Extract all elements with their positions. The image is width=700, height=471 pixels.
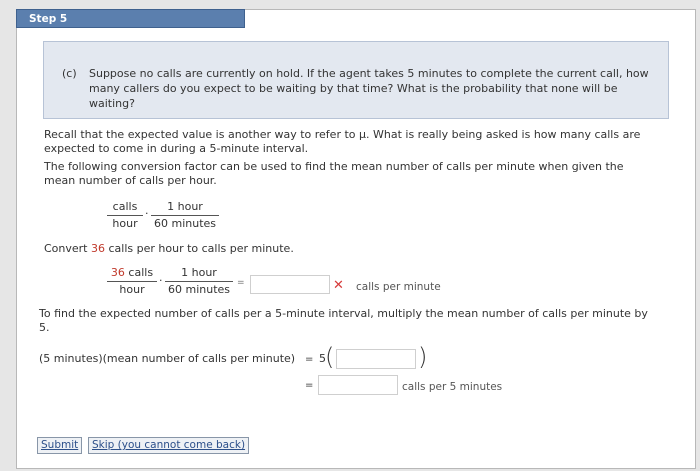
eq1-lhs: (5 minutes)(mean number of calls per minute) — [39, 352, 296, 365]
calc-denominator-1: hour — [119, 283, 145, 296]
eq1-open-paren: ( — [325, 343, 335, 371]
recall-text: Recall that the expected value is another way to refer to μ. What is really being asked is how many calls are expected to come in during a 5-minute interval. — [44, 128, 641, 155]
calc-fraction-2 — [165, 266, 233, 297]
factor-denominator-2: 60 minutes — [153, 217, 217, 230]
fraction-bar — [107, 281, 157, 282]
calc-numerator-1 — [107, 266, 157, 280]
convert-suffix: calls per hour to calls per minute. — [105, 242, 294, 255]
calc-fraction-1 — [107, 266, 157, 297]
submit-button[interactable]: Submit — [37, 437, 82, 454]
equals-sign: = — [237, 278, 245, 288]
step-label: Step 5 — [16, 9, 245, 28]
incorrect-x-icon: ✕ — [333, 278, 344, 293]
calc-numerator-2: 1 hour — [181, 266, 217, 279]
eq2-equals: = — [305, 380, 314, 391]
question-text: Suppose no calls are currently on hold. If the agent takes 5 minutes to complete the current call, how many callers do you expect to be waiting by that time? What is the probability that none will be waiting? — [89, 67, 649, 110]
calc-unit: calls per minute — [356, 281, 441, 293]
eq1-equals: = — [305, 354, 314, 365]
expected-text: To find the expected number of calls per a 5-minute interval, multiply the mean number of calls per minute by 5. — [39, 307, 648, 334]
factor-denominator-1: hour — [112, 217, 138, 230]
factor-numerator-2: 1 hour — [167, 200, 203, 213]
fraction-bar — [151, 215, 219, 216]
convert-value: 36 — [91, 242, 105, 255]
mean-calls-input[interactable] — [336, 349, 416, 369]
question-part-label: (c) — [62, 67, 77, 80]
eq1-close-paren: ) — [418, 343, 428, 371]
question-box — [43, 41, 669, 119]
factor-numerator-1: calls — [112, 200, 138, 213]
calls-per-5-min-input[interactable] — [318, 375, 398, 395]
multiply-dot: · — [159, 274, 163, 287]
skip-button[interactable]: Skip (you cannot come back) — [88, 437, 249, 454]
factor-fraction-1 — [107, 200, 143, 231]
calc-numerator-unit: calls — [124, 266, 154, 279]
calc-denominator-2: 60 minutes — [167, 283, 231, 296]
fraction-bar — [165, 281, 233, 282]
convert-text — [44, 242, 544, 256]
eq1-coefficient: 5 — [319, 352, 326, 365]
fraction-bar — [107, 215, 143, 216]
calls-per-minute-input[interactable] — [250, 275, 330, 294]
calc-numerator-value: 36 — [110, 266, 125, 279]
factor-fraction-2 — [151, 200, 219, 231]
conversion-text: The following conversion factor can be used to find the mean number of calls per minute when given the mean number of calls per hour. — [44, 160, 624, 187]
eq2-unit: calls per 5 minutes — [402, 381, 503, 393]
convert-prefix: Convert — [44, 242, 91, 255]
multiply-dot: · — [145, 207, 149, 220]
